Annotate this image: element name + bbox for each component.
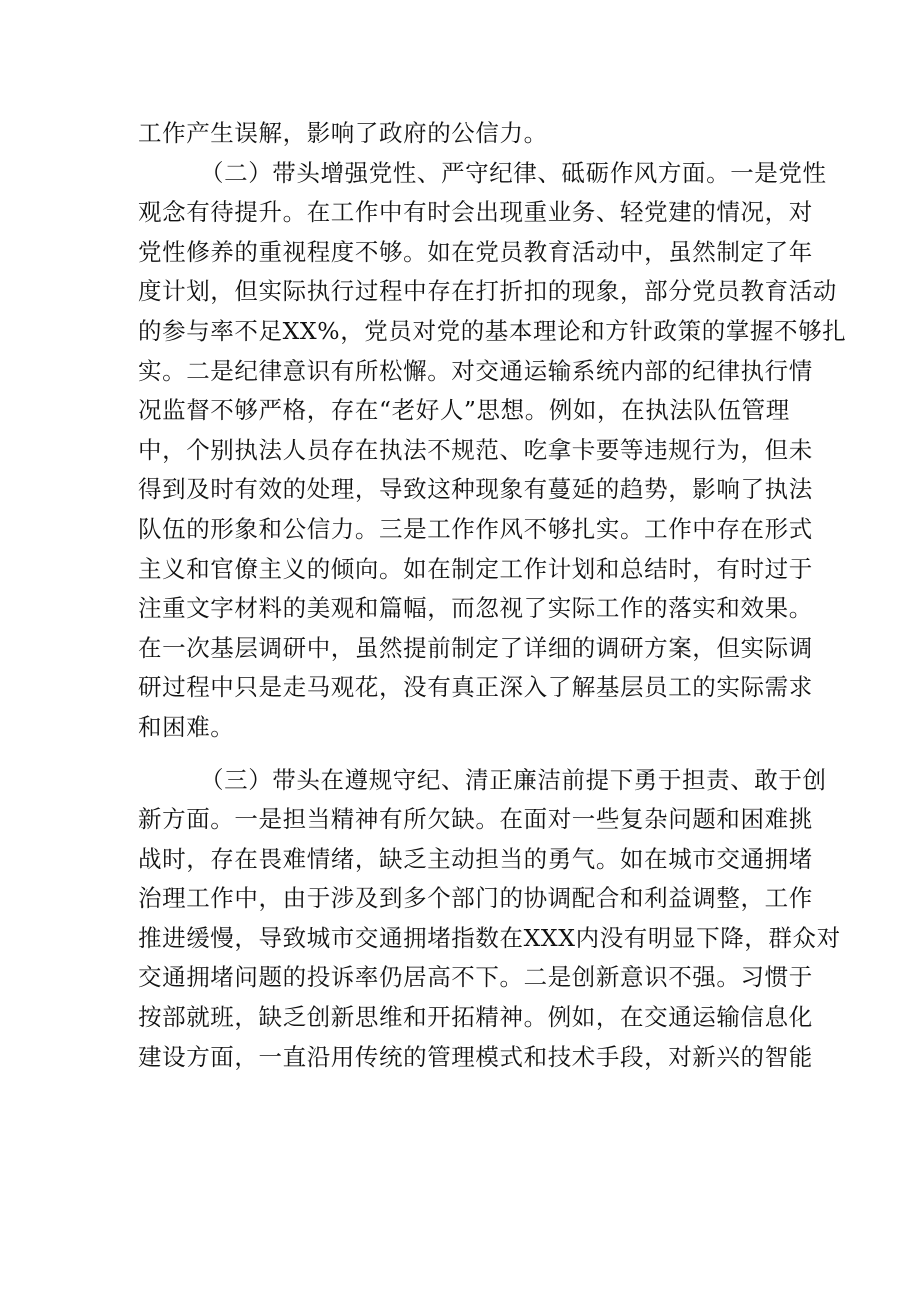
text-line: 和困难。 [138, 712, 235, 741]
text-line: 研过程中只是走马观花，没有真正深入了解基层员工的实际需求 [138, 673, 813, 702]
text-line: 在一次基层调研中，虽然提前制定了详细的调研方案，但实际调 [138, 633, 813, 662]
text-line: 中，个别执法人员存在执法不规范、吃拿卡要等违规行为，但未 [138, 435, 813, 464]
text-line: （二）带头增强党性、严守纪律、砥砺作风方面。一是党性 [200, 158, 827, 187]
text-line: 推进缓慢，导致城市交通拥堵指数在XXX内没有明显下降，群众对 [138, 923, 841, 952]
text-line: （三）带头在遵规守纪、清正廉洁前提下勇于担责、敢于创 [200, 765, 827, 794]
text-line: 战时，存在畏难情绪，缺乏主动担当的勇气。如在城市交通拥堵 [138, 844, 813, 873]
text-line: 交通拥堵问题的投诉率仍居高不下。二是创新意识不强。习惯于 [138, 963, 813, 992]
text-line: 新方面。一是担当精神有所欠缺。在面对一些复杂问题和困难挑 [138, 805, 813, 834]
text-line: 工作产生误解，影响了政府的公信力。 [138, 119, 548, 147]
text-line: 观念有待提升。在工作中有时会出现重业务、轻党建的情况，对 [138, 198, 813, 227]
document-body [138, 114, 847, 1077]
text-line: 按部就班，缺乏创新思维和开拓精神。例如，在交通运输信息化 [138, 1003, 813, 1032]
text-line: 主义和官僚主义的倾向。如在制定工作计划和总结时，有时过于 [138, 554, 813, 583]
text-line: 党性修养的重视程度不够。如在党员教育活动中，虽然制定了年 [138, 237, 813, 266]
paragraph [138, 154, 847, 748]
text-line: 队伍的形象和公信力。三是工作作风不够扎实。工作中存在形式 [138, 514, 813, 543]
text-line: 治理工作中，由于涉及到多个部门的协调配合和利益调整，工作 [138, 884, 813, 913]
text-line: 得到及时有效的处理，导致这种现象有蔓延的趋势，影响了执法 [138, 475, 813, 504]
text-line: 度计划，但实际执行过程中存在打折扣的现象，部分党员教育活动 [138, 277, 837, 306]
paragraph-gap [138, 748, 788, 761]
text-line: 建设方面，一直沿用传统的管理模式和技术手段，对新兴的智能 [138, 1042, 813, 1071]
text-line: 注重文字材料的美观和篇幅，而忽视了实际工作的落实和效果。 [138, 594, 813, 623]
text-line: 况监督不够严格，存在“老好人”思想。例如，在执法队伍管理 [138, 396, 790, 425]
text-line: 的参与率不足XX%，党员对党的基本理论和方针政策的掌握不够扎 [138, 316, 847, 345]
text-line: 实。二是纪律意识有所松懈。对交通运输系统内部的纪律执行情 [138, 356, 813, 385]
paragraph [138, 761, 841, 1078]
paragraph [138, 114, 788, 154]
